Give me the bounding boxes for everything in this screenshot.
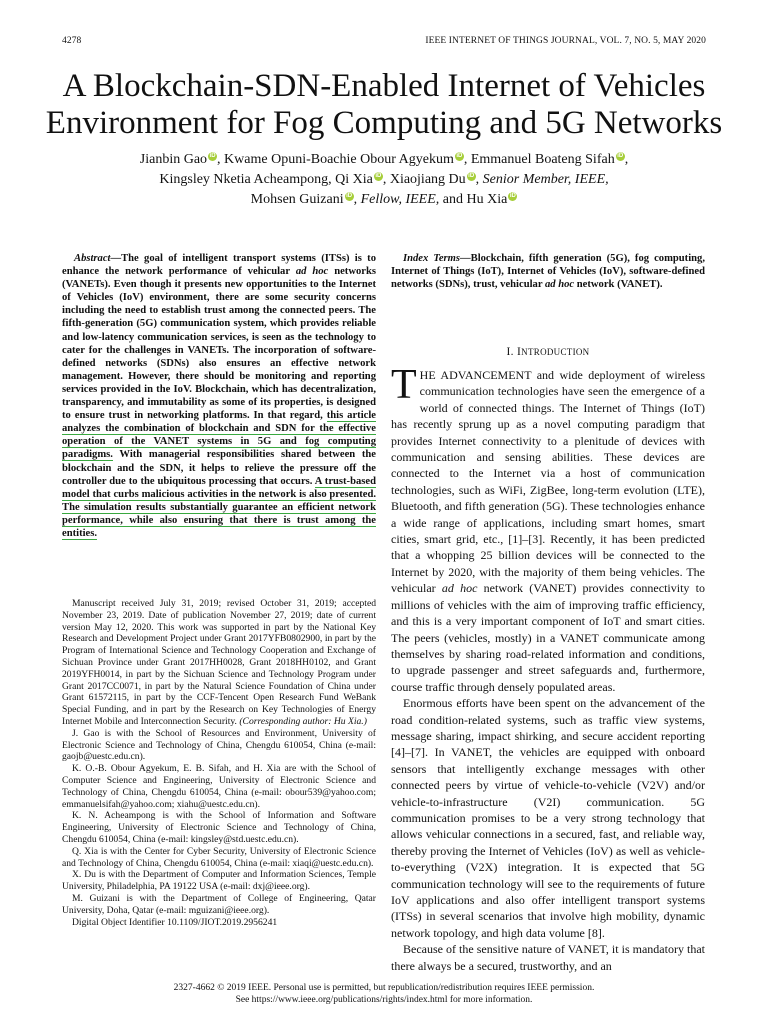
intro-adhoc: ad hoc — [441, 581, 478, 596]
abstract-label: Abstract — [74, 253, 111, 264]
abstract-highlight: this article analyzes the combination of blockchain and SDN for the effective operation of the VANET systems in 5G and fog computing paradigms. — [62, 410, 376, 461]
rights-link-line[interactable]: See https://www.ieee.org/publications/rights/index.html for more information. — [235, 995, 533, 1005]
author-guizani-title: Fellow, IEEE, — [360, 192, 440, 207]
author-sep: , — [353, 192, 361, 207]
author-du-title: Senior Member, IEEE, — [482, 172, 609, 187]
author-sep: , — [624, 152, 629, 167]
drop-cap: T — [391, 362, 417, 408]
index-terms-label: Index Terms — [403, 253, 461, 264]
orcid-icon[interactable]: iD — [509, 193, 516, 200]
abstract-text: networks (VANETs). Even though it presents new opportunities to the Internet of Vehicles (IoV) environment, there are some security concerns including the need to establish trust among the connected peers. The fifth-generation (5G) communication system, which provides reliable and low-latency communication services, is seen as the technology to cater for the challenges in VANETs. The incorporation of software-defined networks (SDNs) also ensures an effective network management. However, there should be monitoring and reporting services provided in the IoV. Blockchain, which has decentralization, transparency, and immutability as some of its properties, is designed to ensure trust in networking platforms. In that regard, — [62, 266, 376, 422]
author-agyekum: , Kwame Opuni-Boachie Obour Agyekum — [217, 152, 454, 167]
orcid-icon[interactable]: iD — [346, 193, 353, 200]
abstract-highlight: A trust-based model that curbs malicious activities in the network is also presented. The simulation results substantially guarantee an efficient network performance, while also ensuring that there is trust among the entities. — [62, 475, 376, 539]
orcid-icon[interactable]: iD — [456, 153, 463, 160]
footnote-affiliation-xia: Q. Xia is with the Center for Cyber Security, University of Electronic Science and Technology of China, Chengdu 610054, China (e-mail: xiaqi@uestc.edu.cn). — [62, 845, 376, 869]
index-terms — [391, 252, 705, 291]
intro-paragraph-3: Because of the sensitive nature of VANET, it is mandatory that there always be a secured, trustworthy, and an — [391, 942, 705, 973]
abstract-text: —The goal of intelligent transport systems (ITSs) is to enhance the network performance of vehicular — [62, 253, 376, 278]
page-number: 4278 — [62, 36, 82, 46]
abstract-adhoc: ad hoc — [295, 266, 329, 278]
footnote-affiliation-du: X. Du is with the Department of Computer and Information Sciences, Temple University, Philadelphia, PA 19122 USA (e-mail: dxj@ieee.org). — [62, 869, 376, 893]
introduction-body — [391, 362, 706, 974]
paper-title: A Blockchain-SDN-Enabled Internet of Vehicles Environment for Fog Computing and 5G Networks — [45, 68, 723, 141]
section-title-initial: I — [517, 346, 522, 358]
footnote-corresponding: (Corresponding author: Hu Xia.) — [239, 715, 367, 727]
intro-text: network (VANET) provides connectivity to millions of vehicles with the aim of improving traffic efficiency, and this is a very important component of IoT and smart cities. The peers (vehicles, mostly) in a VANET communicate among themselves by sharing road-related information and conditions, to upgrade passenger and street safeguards and, furthermore, course traffic through densely populated areas. — [391, 581, 705, 694]
index-terms-adhoc: ad hoc — [545, 279, 575, 291]
orcid-icon[interactable]: iD — [209, 153, 216, 160]
orcid-icon[interactable]: iD — [468, 173, 475, 180]
author-line-3 — [60, 190, 708, 210]
section-title-rest: NTRODUCTION — [521, 347, 590, 357]
footnote-funding: Manuscript received July 31, 2019; revised October 31, 2019; accepted November 23, 2019. Date of publication November 27, 2019; date of current version May 12, 2020. This work was supported in part by the National Key Research and Development Project under Grant 2017YFB0802900, in part by the Program of International Science and Technology Cooperation and Exchange of Sichuan Province under Grant 2017HH0028, Grant 2018HH0102, and Grant 2019YFH0014, in part by the Sichuan Science and Technology Program under Grant 2017CC0071, in part by the Natural Science Foundation of China under Grant 61572115, in part by the CCF-Tencent Open Research Fund WeBank Special Funding, and in part by the Research on Key Technologies of Energy Internet Mobile and Interconnection Security. — [62, 598, 376, 727]
author-acheampong-xia: Kingsley Nketia Acheampong, Qi Xia — [159, 172, 373, 187]
footnote-affiliation-gao: J. Gao is with the School of Resources and Environment, University of Electronic Science and Technology of China, Chengdu 610054, China (e-mail: gaojb@uestc.edu.cn). — [62, 727, 376, 763]
copyright-line: 2327-4662 © 2019 IEEE. Personal use is permitted, but republication/redistribution requires IEEE permission. — [173, 983, 595, 993]
orcid-icon[interactable]: iD — [375, 173, 382, 180]
index-terms-text: —Blockchain, fifth generation (5G), fog computing, Internet of Things (IoT), Internet of Vehicles (IoV), software-defined networks (SDNs), trust, vehicular — [391, 253, 705, 291]
author-list — [60, 150, 708, 210]
journal-info: IEEE INTERNET OF THINGS JOURNAL, VOL. 7, NO. 5, MAY 2020 — [425, 36, 706, 46]
index-terms-text: network (VANET). — [574, 279, 663, 291]
author-guizani: Mohsen Guizani — [250, 192, 344, 207]
footnote-affiliation-acheampong: K. N. Acheampong is with the School of Information and Software Engineering, University of Electronic Science and Technology of China, Chengdu 610054, China (e-mail: kingsley@std.uestc.edu.cn). — [62, 810, 376, 845]
author-gao: Jianbin Gao — [139, 152, 208, 167]
intro-paragraph-1 — [391, 362, 706, 695]
footnote-affiliation-agyekum: K. O.-B. Obour Agyekum, E. B. Sifah, and H. Xia are with the School of Computer Science and Engineering, University of Electronic Science and Technology of China, Chengdu 610054, China (e-mail: obour539@yahoo.com; emmanuelsifah@yahoo.com; xiahu@uestc.edu.cn). — [62, 763, 376, 810]
author-line-1 — [60, 150, 708, 170]
author-sep: , — [475, 172, 483, 187]
abstract-text: With managerial responsibilities shared between the blockchain and the SDN, it helps to relieve the pressure off the controller due to the ubiquitous processing that occurs. — [62, 449, 376, 487]
author-sifah: , Emmanuel Boateng Sifah — [463, 152, 615, 167]
intro-text: HE ADVANCEMENT and wide deployment of wireless communication technologies have seen the emergence of a world of connected things. The Internet of Things (IoT) has recently sprung up as a novel computing paradigm that provides Internet connectivity to a plenitude of devices with communication and sensing abilities. These devices are connected to the Internet via a host of communication technologies, such as WiFi, ZigBee, long-term evolution (LTE), Bluetooth, and fifth generation (5G). These technologies enhance a wide range of applications, including smart homes, smart cities, smart grid, etc., [1]–[3]. Recently, it has been predicted that a whopping 25 billion devices will be connected to the Internet by 2020, with the majority of them being vehicles. The vehicular — [391, 368, 706, 596]
footnote-doi: Digital Object Identifier 10.1109/JIOT.2019.2956241 — [72, 916, 278, 928]
footnote-received — [62, 598, 376, 728]
section-number: I. — [506, 346, 514, 358]
orcid-icon[interactable]: iD — [617, 153, 624, 160]
footnotes — [62, 598, 376, 928]
author-hu-xia: and Hu Xia — [439, 192, 508, 207]
copyright-footer — [0, 982, 768, 1006]
author-line-2 — [60, 170, 708, 190]
abstract — [62, 252, 376, 540]
intro-paragraph-2: Enormous efforts have been spent on the advancement of the road condition-related systems, such as traffic view systems, message sharing, impact shirking, and secure accident reporting [4]–[7]. In VANET, the vehicles are equipped with onboard sensors that intelligently exchange messages with other connected peers by virtue of vehicle-to-vehicle (V2V) and/or vehicle-to-infrastructure (V2I) communication. 5G communication promises to be a very strong technology that allows vehicular connections in a secured, fast, and reliable way, thereby proving the Internet of Vehicles (IoV) as well as vehicle-to-everything (V2X) integration. It is expected that 5G communication technology will see to the requirements of future IoV applications and also offer intelligent transport systems (ITSs) in several scenarios that involve high mobility, dynamic network topology, and high data volume [8]. — [391, 696, 705, 940]
section-heading-introduction — [391, 346, 705, 358]
author-du: , Xiaojiang Du — [382, 172, 466, 187]
footnote-affiliation-guizani: M. Guizani is with the Department of College of Engineering, Qatar University, Doha, Qatar (e-mail: mguizani@ieee.org). — [62, 892, 376, 916]
